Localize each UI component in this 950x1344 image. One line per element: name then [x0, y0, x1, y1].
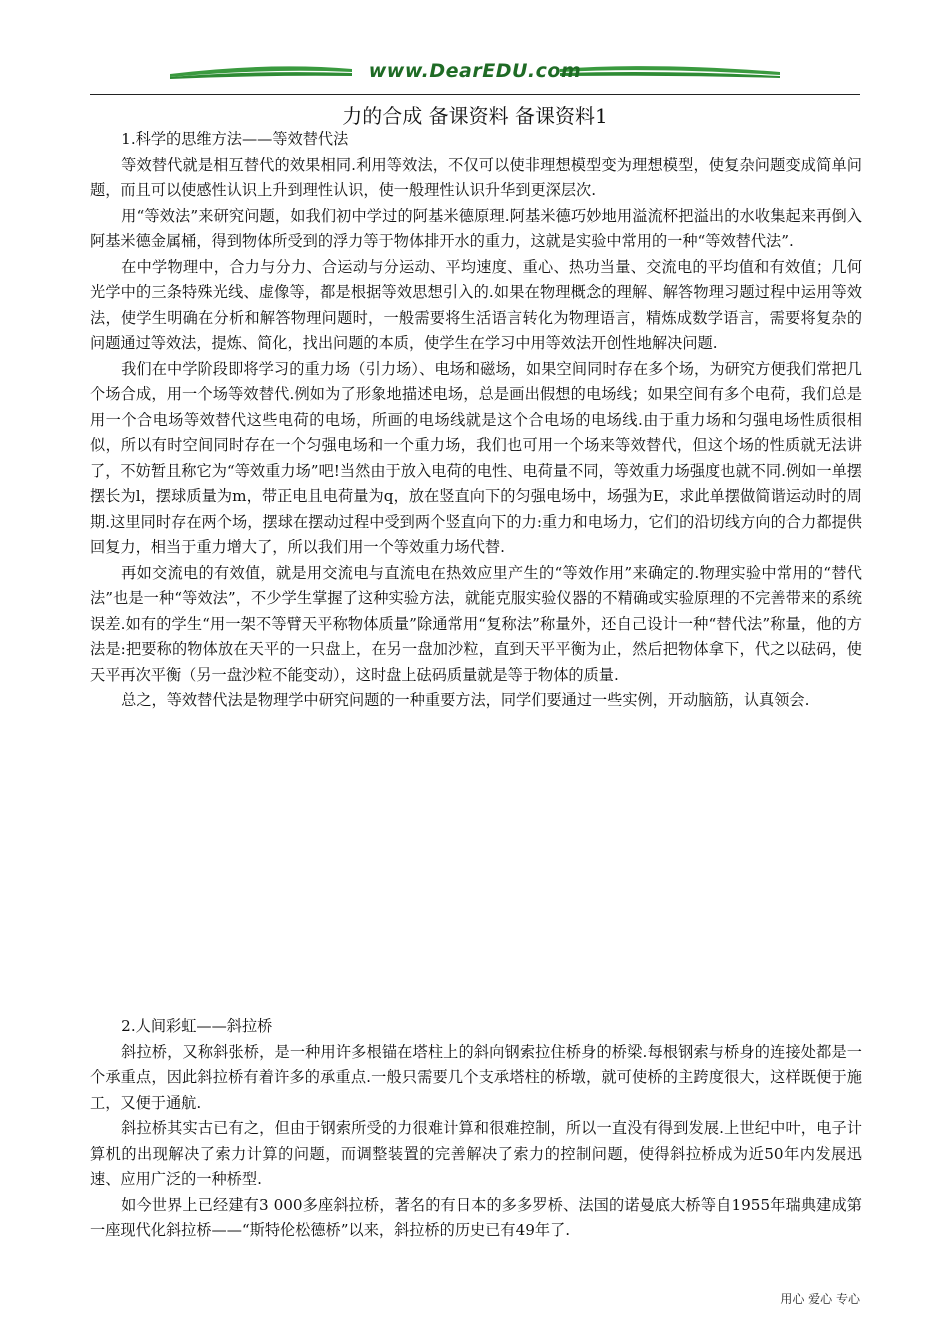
section-heading: 1.科学的思维方法——等效替代法: [121, 130, 349, 148]
paragraph: 我们在中学阶段即将学习的重力场（引力场）、电场和磁场，如果空间同时存在多个场，为研究方便我们常把几个场合成，用一个场等效替代.例如为了形象地描述电场，总是画出假想的电场线；如果空间有多个电荷，我们总是用一个合电场等效替代这些电荷的电场，所画的电场线就是这个合电场的电场线.由于重力场和匀强电场性质很相似，所以有时空间同时存在一个匀强电场和一个重力场，我们也可用一个场来等效替代，但这个场的性质就无法讲了，不妨暂且称它为“等效重力场”吧!当然由于放入电荷的电性、电荷量不同，等效重力场强度也就不同.例如一单摆摆长为l，摆球质量为m，带正电且电荷量为q，放在竖直向下的匀强电场中，场强为E，求此单摆做简谐运动时的周期.这里同时存在两个场，摆球在摆动过程中受到两个竖直向下的力:重力和电场力，它们的沿切线方向的合力都提供回复力，相当于重力增大了，所以我们用一个等效重力场代替.: [90, 359, 862, 556]
footer-motto: 用心 爱心 专心: [780, 1292, 860, 1306]
section-cable-stayed-bridge: [90, 1014, 862, 1244]
site-url: www.DearEDU.com: [368, 60, 582, 82]
paragraph: 如今世界上已经建有3 000多座斜拉桥，著名的有日本的多多罗桥、法国的诺曼底大桥等自1955年瑞典建成第一座现代化斜拉桥——“斯特伦松德桥”以来，斜拉桥的历史已有49年了.: [90, 1195, 862, 1239]
header-divider: [90, 94, 860, 95]
paragraph: 斜拉桥，又称斜张桥，是一种用许多根锚在塔柱上的斜向钢索拉住桥身的桥梁.每根钢索与桥身的连接处都是一个承重点，因此斜拉桥有着许多的承重点.一般只需要几个支承塔柱的桥墩，就可使桥的主跨度很大，这样既便于施工，又便于通航.: [90, 1042, 862, 1112]
paragraph: 在中学物理中，合力与分力、合运动与分运动、平均速度、重心、热功当量、交流电的平均值和有效值；几何光学中的三条特殊光线、虚像等，都是根据等效思想引入的.如果在物理概念的理解、解答物理习题过程中运用等效法，使学生明确在分析和解答物理问题时，一般需要将生活语言转化为物理语言，精炼成数学语言，需要将复杂的问题通过等效法，提炼、简化，找出问题的本质，使学生在学习中用等效法开创性地解决问题.: [90, 257, 862, 352]
paragraph: 总之，等效替代法是物理学中研究问题的一种重要方法，同学们要通过一些实例，开动脑筋，认真领会.: [121, 691, 810, 709]
paragraph: 等效替代就是相互替代的效果相同.利用等效法，不仅可以使非理想模型变为理想模型，使复杂问题变成简单问题，而且可以使感性认识上升到理性认识，使一般理性认识升华到更深层次.: [90, 155, 862, 199]
page-title: 力的合成 备课资料 备课资料1: [342, 104, 608, 128]
section-heading: 2.人间彩虹——斜拉桥: [121, 1017, 273, 1035]
paragraph: 用“等效法”来研究问题，如我们初中学过的阿基米德原理.阿基米德巧妙地用溢流杯把溢出的水收集起来再倒入阿基米德金属桶，得到物体所受到的浮力等于物体排开水的重力，这就是实验中常用的一种“等效替代法”.: [90, 206, 862, 250]
paragraph: 再如交流电的有效值，就是用交流电与直流电在热效应里产生的“等效作用”来确定的.物理实验中常用的“替代法”也是一种“等效法”，不少学生掌握了这种实验方法，就能克服实验仪器的不精确或实验原理的不完善带来的系统误差.如有的学生“用一架不等臂天平称物体质量”除通常用“复称法”称量外，还自己设计一种“替代法”称量，他的方法是:把要称的物体放在天平的一只盘上，在另一盘加沙粒，直到天平平衡为止，然后把物体拿下，代之以砝码，使天平再次平衡（另一盘沙粒不能变动），这时盘上砝码质量就是等于物体的质量.: [90, 563, 862, 684]
section-equivalent-substitution: [90, 127, 862, 714]
paragraph: 斜拉桥其实古已有之，但由于钢索所受的力很难计算和很难控制，所以一直没有得到发展.上世纪中叶，电子计算机的出现解决了索力计算的问题，而调整装置的完善解决了索力的控制问题，使得斜拉桥成为近50年内发展迅速、应用广泛的一种桥型.: [90, 1119, 862, 1188]
site-header: [90, 58, 860, 96]
